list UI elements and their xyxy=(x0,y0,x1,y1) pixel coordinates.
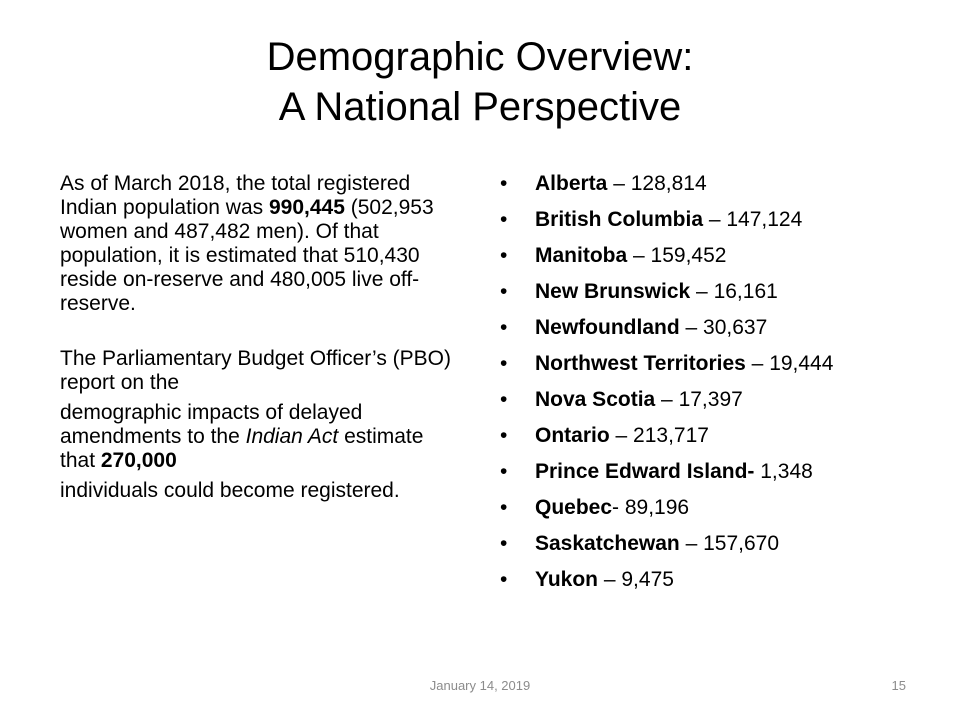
province-item xyxy=(500,280,900,304)
province-item xyxy=(500,532,900,556)
province-item xyxy=(500,244,900,268)
province-item xyxy=(500,352,900,376)
text-run: (502,953 women and 487,482 men). Of that population, it is estimated that 510,430 reside on-reserve and 480,005 live off-reserve. xyxy=(60,196,434,315)
province-population: 16,161 xyxy=(713,280,778,303)
separator: – xyxy=(655,388,679,411)
province-item xyxy=(500,424,900,448)
total-population-value: 990,445 xyxy=(269,196,345,219)
text-run: demographic impacts of delayed amendments to the xyxy=(60,401,363,448)
bullet-icon: • xyxy=(500,316,508,339)
separator: – xyxy=(679,316,704,339)
text-run: As of March 2018, the total registered Indian population was xyxy=(60,172,411,219)
province-name: Newfoundland xyxy=(535,316,680,339)
province-item xyxy=(500,208,900,232)
bullet-icon: • xyxy=(500,496,508,519)
bullet-icon: • xyxy=(500,208,508,231)
estimate-value: 270,000 xyxy=(100,449,177,472)
bullet-icon: • xyxy=(500,568,508,591)
province-item xyxy=(500,172,900,196)
province-item xyxy=(500,460,900,484)
province-item xyxy=(500,316,900,340)
separator: – xyxy=(609,424,634,447)
separator: – xyxy=(607,172,631,195)
bullet-icon: • xyxy=(500,424,508,447)
bullet-icon: • xyxy=(500,460,508,483)
separator: – xyxy=(690,280,714,303)
province-name: New Brunswick xyxy=(535,280,691,303)
pbo-paragraph-line-3: individuals could become registered. xyxy=(60,479,400,502)
province-name: Northwest Territories xyxy=(535,352,746,375)
population-summary xyxy=(60,172,455,503)
text-run: estimate that xyxy=(60,425,424,472)
separator: – xyxy=(679,532,704,555)
province-population: 128,814 xyxy=(630,172,707,195)
province-population: 89,196 xyxy=(624,496,690,519)
separator: – xyxy=(627,244,651,267)
bullet-icon: • xyxy=(500,280,508,303)
indian-act-title: Indian Act xyxy=(245,425,339,448)
pbo-paragraph-line-1: The Parliamentary Budget Officer’s (PBO) report on the xyxy=(60,347,451,394)
province-item xyxy=(500,388,900,412)
province-population: 19,444 xyxy=(769,352,834,375)
separator: – xyxy=(703,208,727,231)
province-name: Quebec xyxy=(535,496,613,519)
bullet-icon: • xyxy=(500,244,508,267)
province-population: 9,475 xyxy=(621,568,674,591)
province-population: 1,348 xyxy=(760,460,813,483)
province-item xyxy=(500,568,900,592)
bullet-icon: • xyxy=(500,388,508,411)
province-name: Yukon xyxy=(535,568,599,591)
province-name: Alberta xyxy=(535,172,608,195)
province-population: 17,397 xyxy=(678,388,743,411)
province-population: 30,637 xyxy=(703,316,768,339)
province-name: Nova Scotia xyxy=(535,388,656,411)
bullet-icon: • xyxy=(500,532,508,555)
province-item xyxy=(500,496,900,520)
title-line-2: A National Perspective xyxy=(278,85,682,129)
population-paragraph xyxy=(60,172,455,316)
separator: – xyxy=(598,568,622,591)
province-name: Manitoba xyxy=(535,244,628,267)
footer-date: January 14, 2019 xyxy=(429,678,531,693)
slide-title xyxy=(0,32,960,132)
separator: - xyxy=(612,496,625,519)
province-name: Ontario xyxy=(535,424,610,447)
pbo-paragraph-line-2 xyxy=(60,401,455,473)
title-line-1: Demographic Overview: xyxy=(266,35,694,79)
page-number: 15 xyxy=(891,678,906,693)
province-population: 159,452 xyxy=(650,244,727,267)
province-population: 213,717 xyxy=(633,424,709,447)
province-population: 147,124 xyxy=(726,208,803,231)
province-name: Prince Edward Island- xyxy=(535,460,755,483)
province-name: British Columbia xyxy=(535,208,704,231)
separator: – xyxy=(745,352,770,375)
bullet-icon: • xyxy=(500,352,508,375)
province-list xyxy=(500,172,900,604)
province-population: 157,670 xyxy=(703,532,780,555)
bullet-icon: • xyxy=(500,172,508,195)
province-name: Saskatchewan xyxy=(535,532,680,555)
